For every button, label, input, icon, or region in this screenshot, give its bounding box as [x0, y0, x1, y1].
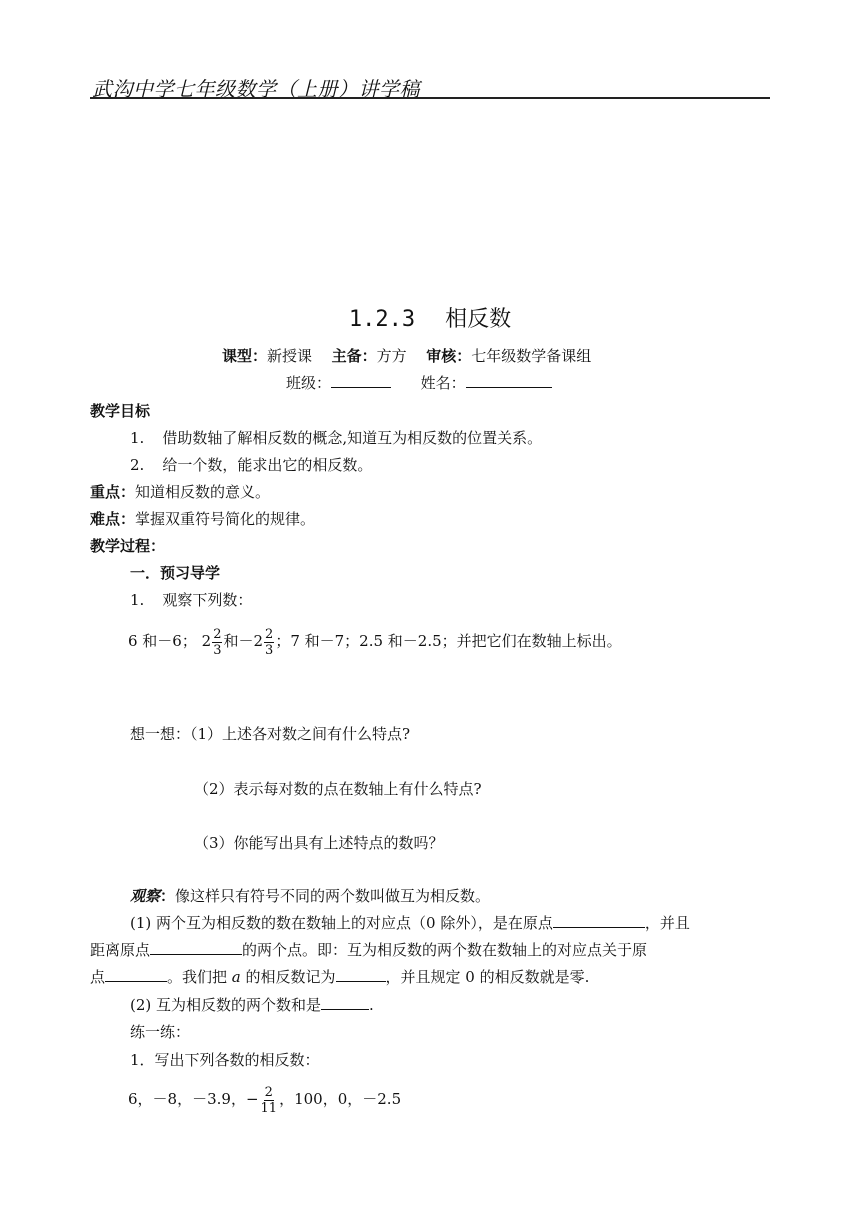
- fill-blank[interactable]: [336, 967, 386, 982]
- class-label: 班级：: [286, 374, 332, 392]
- lesson-number: 1.2.3: [348, 307, 416, 332]
- observe-p2: [90, 940, 647, 960]
- item-num: 1.: [130, 591, 145, 609]
- header-title: 武沟中学七年级数学（上册）讲学稿: [92, 77, 420, 101]
- preview-item-1: [130, 590, 252, 610]
- fraction-numerator: 2: [213, 626, 222, 642]
- observe-label: 观察: [130, 887, 161, 905]
- goal-num: 1.: [130, 429, 145, 447]
- text-run: 距离原点: [90, 941, 151, 959]
- preparer-value: 方方: [376, 347, 407, 365]
- numbers-part: ；7 和－7；2.5 和－2.5；并把它们在数轴上标出。: [275, 632, 622, 650]
- think-question: （1）上述各对数之间有什么特点?: [190, 725, 411, 743]
- text-run: 。我们把: [167, 968, 232, 986]
- goal-text: 借助数轴了解相反数的概念,知道互为相反数的位置关系。: [162, 429, 543, 447]
- think-q3: （3）你能写出具有上述特点的数吗？: [194, 834, 444, 852]
- text-run: ，并且: [644, 914, 690, 932]
- fraction-denominator: 3: [265, 642, 274, 658]
- fill-blank[interactable]: [105, 967, 167, 982]
- and-text: 和: [223, 632, 239, 650]
- think-lead: 想一想：: [130, 725, 191, 743]
- fraction: [212, 627, 222, 658]
- think-q1: [130, 724, 410, 744]
- key-point-text: 知道相反数的意义。: [135, 483, 271, 501]
- think-q2: （2）表示每对数的点在数轴上有什么特点?: [194, 780, 482, 798]
- fraction: [264, 627, 274, 658]
- text-run: .: [369, 996, 374, 1014]
- reviewer-label: 审核：: [426, 347, 472, 365]
- name-blank[interactable]: [466, 373, 552, 388]
- fraction-denominator: 3: [213, 642, 222, 658]
- numbers-part: 6，－8，－3.9，: [128, 1090, 246, 1108]
- fraction-denominator: 11: [260, 1100, 278, 1116]
- process-heading: 教学过程：: [90, 537, 166, 555]
- reviewer-value: 七年级数学备课组: [471, 347, 592, 365]
- fill-blank[interactable]: [553, 913, 645, 928]
- text-run: (1) 两个互为相反数的数在数轴上的对应点（0 除外），是在原点: [130, 914, 553, 932]
- numbers-part: 6 和－6；: [128, 632, 197, 650]
- lesson-title: [0, 302, 860, 333]
- fraction: [260, 1085, 279, 1116]
- key-point: [90, 482, 270, 502]
- text-run: 的相反数记为: [240, 968, 336, 986]
- variable-a: a: [231, 968, 241, 986]
- type-value: 新授课: [267, 347, 313, 365]
- preview-heading: 一．预习导学: [130, 564, 221, 582]
- numbers-line: [128, 626, 622, 658]
- observe-p4: [130, 995, 374, 1015]
- fraction-numerator: 2: [264, 1084, 273, 1100]
- text-run: (2) 互为相反数的两个数和是: [130, 996, 322, 1014]
- header-rule: [90, 97, 770, 99]
- student-info: [286, 373, 552, 393]
- preparer-label: 主备：: [331, 347, 377, 365]
- lesson-meta: [222, 346, 591, 366]
- observe-p3: [90, 967, 589, 987]
- neg-mixed-whole: －2: [238, 632, 264, 650]
- name-label: 姓名：: [420, 374, 466, 392]
- observe-definition: [130, 886, 490, 906]
- goals-heading: 教学目标: [90, 402, 151, 420]
- difficulty-text: 掌握双重符号简化的规律。: [135, 510, 316, 528]
- fill-blank[interactable]: [150, 940, 242, 955]
- type-label: 课型：: [222, 347, 268, 365]
- practice-heading: 练一练：: [130, 1023, 191, 1041]
- text-run: 的两个点。即：互为相反数的两个数在数轴上的对应点关于原: [242, 941, 648, 959]
- minus-sign: −: [245, 1090, 259, 1108]
- goal-item: [130, 455, 372, 475]
- practice-item-1: 1．写出下列各数的相反数：: [130, 1051, 320, 1069]
- goal-text: 给一个数，能求出它的相反数。: [162, 456, 373, 474]
- mixed-whole: 2: [201, 632, 212, 650]
- observe-colon: ：: [160, 887, 176, 905]
- text-run: 点: [90, 968, 106, 986]
- fill-blank[interactable]: [321, 995, 369, 1010]
- fraction-numerator: 2: [265, 626, 274, 642]
- lesson-name: 相反数: [445, 307, 512, 332]
- text-run: ，并且规定 0 的相反数就是零.: [385, 968, 590, 986]
- goal-item: [130, 428, 542, 448]
- difficulty-label: 难点：: [90, 510, 136, 528]
- numbers-part: ，100，0，－2.5: [279, 1090, 402, 1108]
- item-text: 观察下列数：: [162, 591, 253, 609]
- difficulty: [90, 509, 315, 529]
- observe-text: 像这样只有符号不同的两个数叫做互为相反数。: [175, 887, 491, 905]
- goal-num: 2.: [130, 456, 145, 474]
- practice-numbers: [128, 1084, 401, 1116]
- key-point-label: 重点：: [90, 483, 136, 501]
- class-blank[interactable]: [331, 373, 391, 388]
- observe-p1: [130, 913, 690, 933]
